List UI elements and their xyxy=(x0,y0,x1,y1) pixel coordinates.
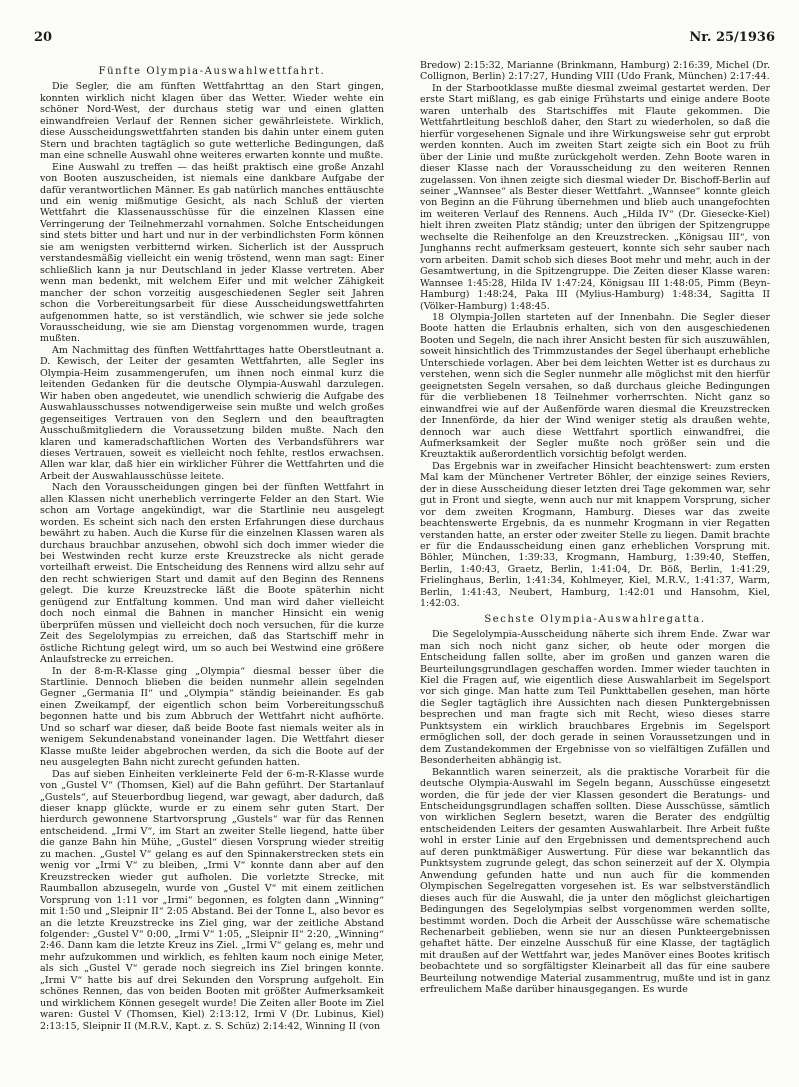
paragraph: Eine Auswahl zu treffen — das heißt praktisch eine große Anzahl von Booten auszuscheiden, ist niemals eine dankbare Aufgabe der dafür verantwortlichen Männer. Es gab natürlich manches enttäuschte und ein wenig mißmutige Gesicht, als nach Schluß der vierten Wettfahrt die Klassenausschüsse für die einzelnen Klassen eine Verringerung der Teilnehmerzahl vornahmen. Solche Entscheidungen sind stets bitter und hart und nur in der verbindlichsten Form können sie am wenigsten verbitternd wirken. Sicherlich ist der Ausspruch verstandesmäßig vielleicht ein wenig tröstend, wenn man sagt: Einer schließlich kann ja nur Deutschland in jeder Klasse vertreten. Aber wenn man bedenkt, mit welchem Eifer und mit welcher Zähigkeit mancher der schon vorzeitig ausgeschiedenen Segler seit Jahren schon die Vorbereitungsarbeit für diese Ausscheidungswettfahrten aufgenommen hatte, so ist verständlich, wie schwer sie jede solche Vorausscheidung, wie sie am Dienstag vorgenommen wurde, tragen mußten. xyxy=(40,161,384,345)
paragraph: In der 8-m-R-Klasse ging „Olympia“ diesmal besser über die Startlinie. Dennoch blieben die beiden nunmehr allein segelnden Gegner „Germania II“ und „Olympia“ ständig beieinander. Es gab einen Zweikampf, der eigentlich schon beim Vorbereitungsschuß begonnen hatte und bis zum Abbruch der Wettfahrt nicht aufhörte. Und so scharf war dieser, daß beide Boote fast niemals weiter als in wenigem Sekundenabstand voneinander lagen. Die Wettfahrt dieser Klasse mußte leider abgebrochen werden, da sich die Boote auf der neu ausgelegten Bahn nicht zurecht gefunden hatten. xyxy=(40,665,384,769)
issue-number: Nr. 25/1936 xyxy=(689,30,775,45)
page-number: 20 xyxy=(34,30,53,45)
paragraph: 18 Olympia-Jollen starteten auf der Innenbahn. Die Segler dieser Boote hatten die Erlaubnis erhalten, sich von den ausgeschiedenen Booten und Segeln, die nach ihrer Ansicht besten für sich auszuwählen, soweit hinsichtlich des Trimmzustandes der Segel überhaupt erhebliche Unterschiede vorlagen. Aber bei dem leichten Wetter ist es durchaus zu verstehen, wenn sich die Segler nunmehr alle möglichst mit den hierfür geeignetsten Segeln versahen, so daß durchaus gleiche Bedingungen für die verbliebenen 18 Teilnehmer vorherrschten. Nicht ganz so einwandfrei wie auf der Außenförde waren diesmal die Kreuzstrecken der Innenförde, da hier der Wind weniger stetig als draußen wehte, dennoch war auch diese Wettfahrt sportlich einwandfrei, die Aufmerksamkeit der Segler mußte noch größer sein und die Kreuztaktik außerordentlich vorsichtig befolgt werden. xyxy=(420,311,770,461)
paragraph: Das Ergebnis war in zweifacher Hinsicht beachtenswert: zum ersten Mal kam der Münchener Vertreter Böhler, der einzige seines Reviers, der in diese Ausscheidung dieser letzten drei Tage gekommen war, sehr gut in Front und siegte, wenn auch nur mit knappem Vorsprung, sicher vor dem zweiten Krogmann, Hamburg. Dieses war das zweite beachtenswerte Ergebnis, da es nunmehr Krogmann in vier Regatten verstanden hatte, an erster oder zweiter Stelle zu liegen. Damit brachte er für die Endausscheidung einen ganz erheblichen Vorsprung mit. Böhler, München, 1:39:33, Krogmann, Hamburg, 1:39:40, Steffen, Berlin, 1:40:43, Graetz, Berlin, 1:41:04, Dr. Böß, Berlin, 1:41:29, Frielinghaus, Berlin, 1:41:34, Kohlmeyer, Kiel, M.R.V., 1:41:37, Warm, Berlin, 1:41:43, Neubert, Hamburg, 1:42:01 und Hansohm, Kiel, 1:42:03. xyxy=(420,460,770,610)
paragraph: Am Nachmittag des fünften Wettfahrttages hatte Oberstleutnant a. D. Kewisch, der Leiter der gesamten Wettfahrten, alle Segler ins Olympia-Heim zusammengerufen, um ihnen noch einmal kurz die leitenden Gedanken für die deutsche Olympia-Auswahl darzulegen. Wir haben oben angedeutet, wie unendlich schwierig die Aufgabe des Auswahlausschusses notwendigerweise sein mußte und welch großes gegenseitiges Vertrauen von den Seglern und den beauftragten Ausschußmitgliedern die Voraussetzung bilden mußte. Nach den klaren und kameradschaftlichen Worten des Verbandsführers war dieses Vertrauen, soweit es vielleicht noch fehlte, restlos erwachsen. Allen war klar, daß hier ein wirklicher Führer die Wettfahrten und die Arbeit der Auswahlausschüsse leitete. xyxy=(40,344,384,482)
section-heading-sixth: Sechste Olympia-Auswahlregatta. xyxy=(484,613,706,625)
section-heading-fifth: Fünfte Olympia-Auswahlwettfahrt. xyxy=(98,66,326,77)
left-column xyxy=(40,62,384,1072)
paragraph: Bekanntlich waren seinerzeit, als die praktische Vorarbeit für die deutsche Olympia-Auswahl im Segeln begann, Ausschüsse eingesetzt worden, die für jede der vier Klassen gesondert die Beratungs- und Entscheidungsgrundlagen schaffen sollten. Diese Ausschüsse, sämtlich von wirklichen Seglern besetzt, waren die Berater des endgültig entscheidenden Leiters der gesamten Auswahlarbeit. Ihre Arbeit fußte wohl in erster Linie auf den Ergebnissen und dementsprechend auch auf deren punktmäßiger Auswertung. Für diese war bekanntlich das Punktsystem zugrunde gelegt, das schon seinerzeit auf der X. Olympia Anwendung gefunden hatte und nun auch für die kommenden Olympischen Segelregatten vorgesehen ist. Es war selbstverständlich dieses auch für die Auswahl, die ja unter den möglichst gleichartigen Bedingungen des Segelolympias selbst vorgenommen werden sollte, bestimmt worden. Doch die Arbeit der Ausschüsse wäre schematische Rechenarbeit geblieben, wenn sie nur an diesen Punkteergebnissen gehaftet hätte. Der einzelne Ausschuß für eine Klasse, der tagtäglich mit draußen auf der Wettfahrt war, jedes Manöver eines Bootes kritisch beobachtete und so sorgfältigster Kleinarbeit all das für eine saubere Beurteilung notwendige Material zusammentrug, mußte und ist in ganz erfreulichem Maße darüber hinausgegangen. Es wurde xyxy=(420,766,770,996)
paragraph: In der Starbootklasse mußte diesmal zweimal gestartet werden. Der erste Start mißlang, es gab einige Frühstarts und einige andere Boote waren unterhalb des Startschiffes mit Flaute gekommen. Die Wettfahrtleitung beschloß daher, den Start zu wiederholen, so daß die hierfür vorgesehenen Signale und ihre Wirkungsweise sehr gut erprobt werden konnten. Auch im zweiten Start zeigte sich ein Boot zu früh über der Linie und mußte zurückgeholt werden. Zehn Boote waren in dieser Klasse nach der Vorausscheidung zu den weiteren Rennen zugelassen. Von ihnen zeigte sich diesmal wieder Dr. Bischoff-Berlin auf seiner „Wannsee“ als Bester dieser Wettfahrt. „Wannsee“ konnte gleich von Beginn an die Führung übernehmen und blieb auch unangefochten im weiteren Verlauf des Rennens. Auch „Hilda IV“ (Dr. Giesecke-Kiel) hielt ihren zweiten Platz ständig; unter den übrigen der Spitzengruppe wechselte die Reihenfolge an den Kreuzstrecken. „Königsau III“, von Junghanns recht aufmerksam gesteuert, konnte sich sehr sauber nach vorn arbeiten. Damit schob sich dieses Boot mehr und mehr, auch in der Gesamtwertung, in die Spitzengruppe. Die Zeiten dieser Klasse waren: Wannsee 1:45:28, Hilda IV 1:47:24, Königsau III 1:48:05, Pimm (Beyn-Hamburg) 1:48:24, Paka III (Mylius-Hamburg) 1:48:34, Sagitta II (Völker-Hamburg) 1:48:45. xyxy=(420,82,770,312)
paragraph: Die Segelolympia-Ausscheidung näherte sich ihrem Ende. Zwar war man sich noch nicht ganz sicher, ob heute oder morgen die Entscheidung fallen sollte, aber im großen und ganzen waren die Beurteilungsgrundlagen geschaffen worden. Immer wieder tauchten in Kiel die Fragen auf, wie eigentlich diese Auswahlarbeit im Segelsport vor sich ginge. Man hatte zum Teil Punkttabellen gesehen, man hörte die Segler tagtäglich ihre Aussichten nach diesen Punktergebnissen besprechen und man fragte sich mit Recht, wieso dieses starre Punktsystem ein wirklich brauchbares Ergebnis im Segelsport ermöglichen soll, der doch gerade in seinen Voraussetzungen und in dem Zustandekommen der Ergebnisse von so vielfältigen Zufällen und Besonderheiten abhängig ist. xyxy=(420,629,770,767)
paragraph: Bredow) 2:15:32, Marianne (Brinkmann, Hamburg) 2:16:39, Michel (Dr. Collignon, Berlin) 2:17:27, Hunding VIII (Udo Frank, München) 2:17:44. xyxy=(420,60,770,83)
right-column xyxy=(420,60,770,1070)
paragraph: Nach den Vorausscheidungen gingen bei der fünften Wettfahrt in allen Klassen nicht unerheblich verringerte Felder an den Start. Wie schon am Vortage angekündigt, war die Startlinie neu ausgelegt worden. Es scheint sich nach den ersten Erfahrungen diese durchaus bewährt zu haben. Auch die Kurse für die einzelnen Klassen waren als durchaus brauchbar anzusehen, obwohl sich doch immer wieder die bei Westwinden recht kurze erste Kreuzstrecke als nicht gerade vorteilhaft erweist. Die Entscheidung des Rennens wird allzu sehr auf den recht schwierigen Start und damit auf den Beginn des Rennens gelegt. Die kurze Kreuzstrecke läßt die Boote späterhin nicht genügend zur Entfaltung kommen. Und man wird daher vielleicht doch noch einmal die Bahnen in mancher Hinsicht ein wenig überprüfen müssen und vielleicht doch noch versuchen, für die kurze Zeit des Segelolympias zu erreichen, daß das Startschiff mehr in östliche Richtung gelegt wird, um so auch bei Westwind eine größere Anlaufstrecke zu erreichen. xyxy=(40,482,384,666)
paragraph: Die Segler, die am fünften Wettfahrttag an den Start gingen, konnten wirklich nicht klagen über das Wetter. Wieder wehte ein schöner Nord-West, der durchaus stetig war und einen glatten einwandfreien Verlauf der Rennen sicher gewährleistete. Wirklich, diese Ausscheidungswettfahrten standen bis dahin unter einem guten Stern und brachten tagtäglich so gute wetterliche Bedingungen, daß man eine schnelle Auswahl ohne weiteres erwarten konnte und mußte. xyxy=(40,81,384,162)
paragraph: Das auf sieben Einheiten verkleinerte Feld der 6-m-R-Klasse wurde von „Gustel V“ (Thomsen, Kiel) auf die Bahn geführt. Der Startanlauf „Gustels“, auf Steuerbordbug liegend, war gewagt, aber dadurch, daß dieser knapp glückte, wurde er zu einem sehr guten Start. Der hierdurch gewonnene Startvorsprung „Gustels“ war für das Rennen entscheidend. „Irmi V“, im Start an zweiter Stelle liegend, hatte über die ganze Bahn hin Mühe, „Gustel“ diesen Vorsprung wieder streitig zu machen. „Gustel V“ gelang es auf den Spinnakerstrecken stets ein wenig vor „Irmi V“ zu bleiben, „Irmi V“ konnte dann aber auf den Kreuzstrecken wieder gut aufholen. Die vorletzte Strecke, mit Raumballon abzusegeln, wurde von „Gustel V“ mit einem zeitlichen Vorsprung von 1:11 vor „Irmi“ begonnen, es folgten dann „Winning“ mit 1:50 und „Sleipnir II“ 2:05 Abstand. Bei der Tonne L, also bevor es an die letzte Kreuzstrecke ins Ziel ging, war der zeitliche Abstand folgender: „Gustel V“ 0:00, „Irmi V“ 1:05, „Sleipnir II“ 2:20, „Winning“ 2:46. Dann kam die letzte Kreuz ins Ziel. „Irmi V“ gelang es, mehr und mehr aufzukommen und wirklich, es fehlten kaum noch einige Meter, als sich „Gustel V“ gerade noch siegreich ins Ziel bringen konnte. „Irmi V“ hatte bis auf drei Sekunden den Vorsprung aufgeholt. Ein schönes Rennen, das von beiden Booten mit größter Aufmerksamkeit und wirklichem Können gesegelt wurde! Die Zeiten aller Boote im Ziel waren: Gustel V (Thomsen, Kiel) 2:13:12, Irmi V (Dr. Lubinus, Kiel) 2:13:15, Sleipnir II (M.R.V., Kapt. z. S. Schüz) 2:14:42, Winning II (von xyxy=(40,768,384,1032)
